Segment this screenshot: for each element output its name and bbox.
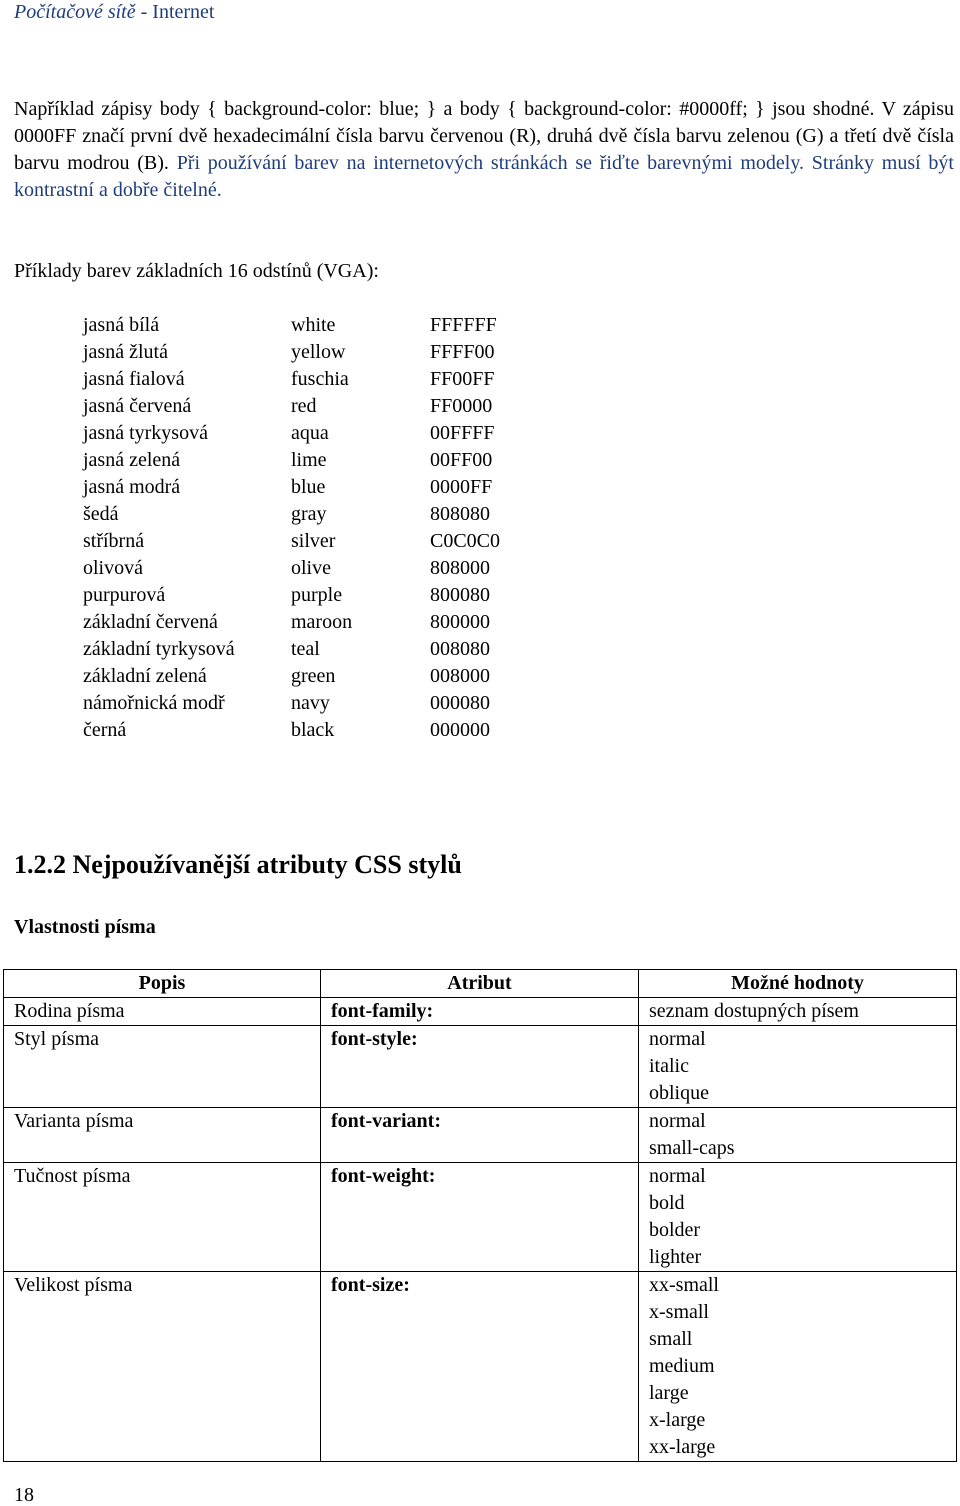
color-english-name: green	[291, 665, 336, 687]
value-item: oblique	[649, 1082, 709, 1104]
table-row	[4, 998, 957, 1026]
color-hex-code: FF00FF	[430, 368, 495, 390]
color-row	[83, 312, 500, 339]
color-czech-name: jasná bílá	[83, 314, 160, 336]
color-hex-code: FF0000	[430, 395, 493, 417]
color-english-name: lime	[291, 449, 327, 471]
color-czech-name: purpurová	[83, 584, 166, 606]
color-hex-code: 00FFFF	[430, 422, 495, 444]
color-english-name: teal	[291, 638, 320, 660]
color-row	[83, 609, 500, 636]
color-row	[83, 690, 500, 717]
page-header	[14, 0, 214, 24]
color-row	[83, 663, 500, 690]
intro-paragraph	[14, 96, 954, 204]
color-row	[83, 420, 500, 447]
color-czech-name: základní červená	[83, 611, 218, 633]
color-czech-name: námořnická modř	[83, 692, 225, 714]
color-english-name: purple	[291, 584, 343, 606]
colors-intro: Příklady barev základních 16 odstínů (VGA):	[14, 260, 379, 282]
color-hex-code: 0000FF	[430, 476, 493, 498]
value-item: x-large	[649, 1409, 706, 1431]
cell-popis: Tučnost písma	[4, 1163, 321, 1272]
color-czech-name: stříbrná	[83, 530, 145, 552]
subsection-title: Vlastnosti písma	[14, 916, 156, 938]
header-atribut: Atribut	[321, 970, 639, 998]
header-suffix: - Internet	[135, 1, 215, 23]
color-hex-code: 800080	[430, 584, 490, 606]
color-hex-code: 000000	[430, 719, 490, 741]
color-row	[83, 636, 500, 663]
cell-popis: Varianta písma	[4, 1108, 321, 1163]
color-row	[83, 555, 500, 582]
cell-atribut: font-size:	[321, 1272, 639, 1462]
color-row	[83, 474, 500, 501]
value-item: normal	[649, 1165, 706, 1187]
color-hex-code: FFFF00	[430, 341, 495, 363]
color-english-name: yellow	[291, 341, 346, 363]
color-row	[83, 717, 500, 744]
color-czech-name: základní zelená	[83, 665, 207, 687]
value-item: bolder	[649, 1219, 701, 1241]
value-item: small	[649, 1328, 693, 1350]
color-english-name: black	[291, 719, 335, 741]
color-list-table	[83, 312, 500, 744]
cell-hodnoty	[639, 1272, 957, 1462]
value-item: large	[649, 1382, 689, 1404]
value-item: xx-small	[649, 1274, 719, 1296]
cell-popis: Styl písma	[4, 1026, 321, 1108]
value-item: medium	[649, 1355, 715, 1377]
header-hodnoty: Možné hodnoty	[639, 970, 957, 998]
color-czech-name: jasná fialová	[83, 368, 185, 390]
color-czech-name: olivová	[83, 557, 143, 579]
color-english-name: maroon	[291, 611, 353, 633]
color-english-name: navy	[291, 692, 330, 714]
table-row	[4, 1163, 957, 1272]
value-item: lighter	[649, 1246, 702, 1268]
cell-atribut: font-family:	[321, 998, 639, 1026]
color-hex-code: 808000	[430, 557, 490, 579]
color-hex-code: 000080	[430, 692, 490, 714]
cell-hodnoty	[639, 1108, 957, 1163]
color-english-name: fuschia	[291, 368, 349, 390]
color-english-name: gray	[291, 503, 327, 525]
value-item: xx-large	[649, 1436, 716, 1458]
table-row	[4, 1026, 957, 1108]
color-czech-name: jasná žlutá	[83, 341, 168, 363]
section-title: 1.2.2 Nejpoužívanější atributy CSS stylů	[14, 850, 462, 879]
cell-atribut: font-variant:	[321, 1108, 639, 1163]
color-hex-code: 808080	[430, 503, 490, 525]
value-item: x-small	[649, 1301, 709, 1323]
paragraph-part1: Například zápisy body { background-color: blue; } a body { background-color: #0000ff; } jsou shodné. V zápisu 0000FF značí první dvě hexadecimální čísla barvu červenou (R), druhá dvě čísla barvu zelenou (G) a třetí dvě čísla barvu modrou (B).	[14, 98, 954, 174]
value-item: bold	[649, 1192, 685, 1214]
color-hex-code: C0C0C0	[430, 530, 501, 552]
color-english-name: silver	[291, 530, 336, 552]
color-czech-name: černá	[83, 719, 127, 741]
font-attributes-table	[3, 969, 957, 1462]
color-english-name: red	[291, 395, 317, 417]
color-row	[83, 447, 500, 474]
color-czech-name: jasná zelená	[83, 449, 181, 471]
color-row	[83, 501, 500, 528]
value-item: italic	[649, 1055, 689, 1077]
page-number: 18	[14, 1484, 34, 1506]
color-czech-name: jasná červená	[83, 395, 192, 417]
color-hex-code: 008000	[430, 665, 490, 687]
color-english-name: olive	[291, 557, 331, 579]
value-item: normal	[649, 1028, 706, 1050]
color-czech-name: šedá	[83, 503, 119, 525]
cell-popis: Velikost písma	[4, 1272, 321, 1462]
value-item: small-caps	[649, 1137, 735, 1159]
color-english-name: aqua	[291, 422, 329, 444]
color-hex-code: 00FF00	[430, 449, 493, 471]
color-row	[83, 528, 500, 555]
cell-hodnoty	[639, 998, 957, 1026]
cell-atribut: font-weight:	[321, 1163, 639, 1272]
cell-hodnoty	[639, 1163, 957, 1272]
color-czech-name: jasná modrá	[83, 476, 181, 498]
header-popis: Popis	[4, 970, 321, 998]
cell-atribut: font-style:	[321, 1026, 639, 1108]
paragraph-part2: Při používání barev na internetových stránkách se řiďte barevnými modely. Stránky musí být kontrastní a dobře čitelné.	[14, 152, 954, 201]
attr-table-body	[4, 998, 957, 1462]
table-header-row	[4, 970, 957, 998]
table-row	[4, 1108, 957, 1163]
color-hex-code: 008080	[430, 638, 490, 660]
color-row	[83, 582, 500, 609]
color-hex-code: FFFFFF	[430, 314, 497, 336]
color-row	[83, 366, 500, 393]
color-hex-code: 800000	[430, 611, 490, 633]
color-row	[83, 339, 500, 366]
value-item: normal	[649, 1110, 706, 1132]
color-english-name: blue	[291, 476, 326, 498]
color-czech-name: základní tyrkysová	[83, 638, 235, 660]
color-row	[83, 393, 500, 420]
cell-hodnoty	[639, 1026, 957, 1108]
color-czech-name: jasná tyrkysová	[83, 422, 208, 444]
header-title: Počítačové sítě	[14, 1, 136, 23]
table-row	[4, 1272, 957, 1462]
value-item: seznam dostupných písem	[649, 1000, 859, 1022]
color-english-name: white	[291, 314, 336, 336]
cell-popis: Rodina písma	[4, 998, 321, 1026]
color-list-body	[83, 312, 500, 744]
